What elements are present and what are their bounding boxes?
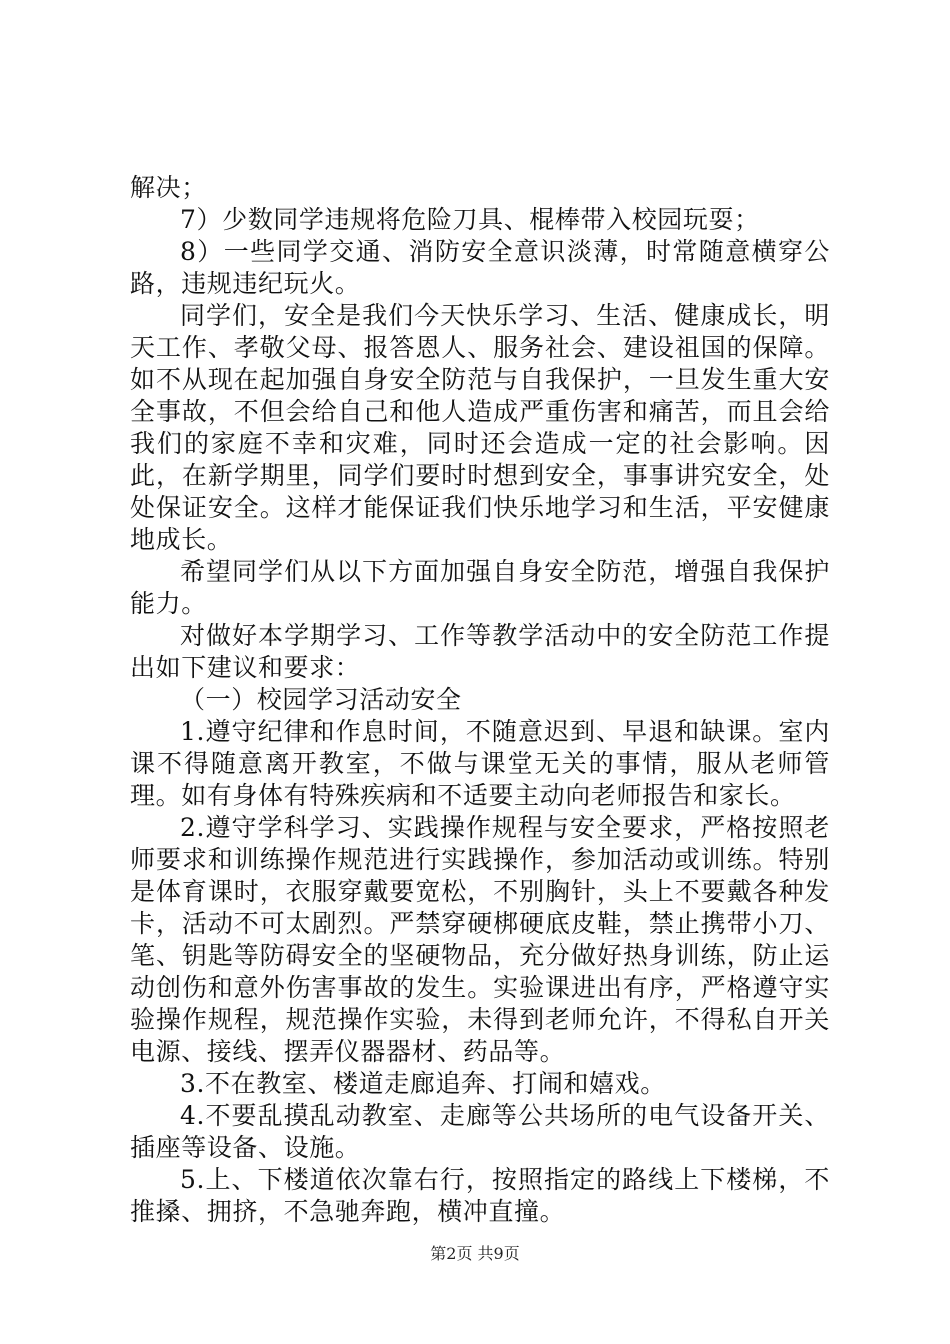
paragraph-rule-4: 4.不要乱摸乱动教室、走廊等公共场所的电气设备开关、插座等设备、设施。	[130, 1101, 830, 1162]
paragraph-hope: 希望同学们从以下方面加强自身安全防范，增强自我保护能力。	[130, 557, 830, 618]
paragraph-continuation: 解决；	[130, 173, 207, 202]
paragraph-rule-2: 2.遵守学科学习、实践操作规程与安全要求，严格按照老师要求和训练操作规范进行实践操作，参加活动或训练。特别是体育课时，衣服穿戴要宽松，不别胸针，头上不要戴各种发卡，活动不可太剧烈。严禁穿硬梆硬底皮鞋，禁止携带小刀、笔、钥匙等防碍安全的坚硬物品，充分做好热身训练，防止运动创伤和意外伤害事故的发生。实验课进出有序，严格遵守实验操作规程，规范操作实验，未得到老师允许，不得私自开关电源、接线、摆弄仪器器材、药品等。	[130, 813, 830, 1066]
paragraph-item-7: 7）少数同学违规将危险刀具、棍棒带入校园玩耍；	[180, 205, 760, 234]
paragraph-rule-1: 1.遵守纪律和作息时间，不随意迟到、早退和缺课。室内课不得随意离开教室，不做与课堂无关的事情，服从老师管理。如有身体有特殊疾病和不适要主动向老师报告和家长。	[130, 717, 830, 810]
paragraph-item-8: 8）一些同学交通、消防安全意识淡薄，时常随意横穿公路，违规违纪玩火。	[130, 237, 830, 298]
page-indicator: 第2页 共9页	[430, 1244, 520, 1263]
paragraph-requirements-intro: 对做好本学期学习、工作等教学活动中的安全防范工作提出如下建议和要求：	[130, 621, 830, 682]
document-body	[130, 172, 830, 1228]
section-heading-campus-safety: （一）校园学习活动安全	[180, 685, 462, 714]
paragraph-rule-5: 5.上、下楼道依次靠右行，按照指定的路线上下楼梯，不推搡、拥挤，不急驰奔跑，横冲直撞。	[130, 1165, 830, 1226]
paragraph-rule-3: 3.不在教室、楼道走廊追奔、打闹和嬉戏。	[180, 1069, 666, 1098]
page-footer	[0, 1244, 950, 1264]
paragraph-safety-importance: 同学们，安全是我们今天快乐学习、生活、健康成长，明天工作、孝敬父母、报答恩人、服务社会、建设祖国的保障。如不从现在起加强自身安全防范与自我保护，一旦发生重大安全事故，不但会给自己和他人造成严重伤害和痛苦，而且会给我们的家庭不幸和灾难，同时还会造成一定的社会影响。因此，在新学期里，同学们要时时想到安全，事事讲究安全，处处保证安全。这样才能保证我们快乐地学习和生活，平安健康地成长。	[130, 301, 830, 554]
